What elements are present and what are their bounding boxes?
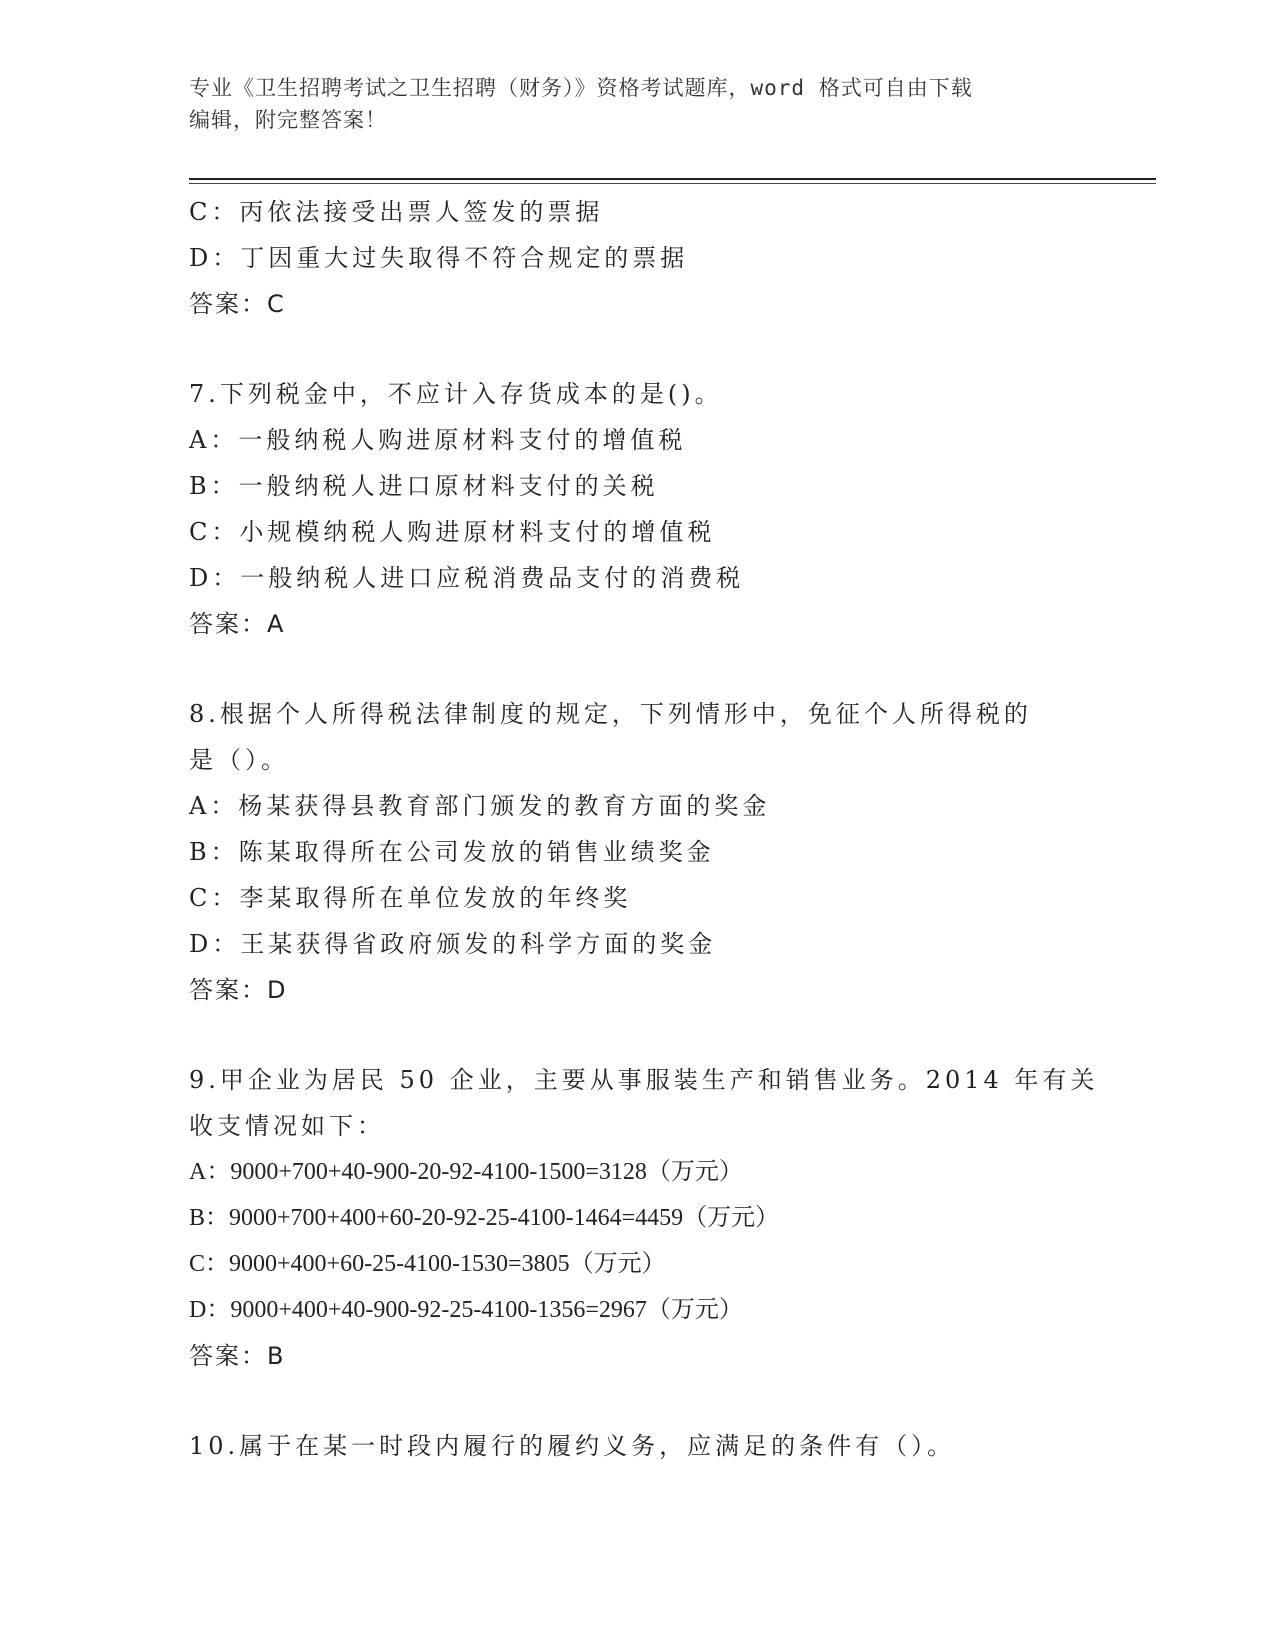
- question-8: [189, 691, 1089, 1013]
- spacer: [189, 1379, 1089, 1423]
- question-10: [189, 1423, 1089, 1469]
- option-d: D：9000+400+40-900-92-25-4100-1356=2967（万元）: [189, 1297, 743, 1323]
- option-d: D：一般纳税人进口应税消费品支付的消费税: [189, 564, 745, 592]
- option-b: B：一般纳税人进口原材料支付的关税: [189, 472, 659, 500]
- spacer: [189, 327, 1089, 371]
- answer-text: 答案：A: [189, 610, 286, 638]
- question-text-line-2: 是（）。: [189, 746, 289, 774]
- option-d: D：丁因重大过失取得不符合规定的票据: [189, 244, 689, 272]
- question-list: [189, 189, 1099, 1469]
- answer-text: 答案：C: [189, 290, 286, 318]
- option-a: A：一般纳税人购进原材料支付的增值税: [189, 426, 687, 454]
- header-divider-thick: [189, 178, 1156, 180]
- option-d: D：王某获得省政府颁发的科学方面的奖金: [189, 930, 717, 958]
- document-header: [189, 72, 1089, 136]
- header-line-1: 专业《卫生招聘考试之卫生招聘（财务）》资格考试题库，word 格式可自由下载: [189, 76, 973, 100]
- option-c: C：李某取得所在单位发放的年终奖: [189, 884, 632, 912]
- question-7: [189, 371, 1089, 647]
- spacer: [189, 647, 1089, 691]
- answer-text: 答案：B: [189, 1342, 286, 1370]
- answer-text: 答案：D: [189, 976, 288, 1004]
- question-text: 10.属于在某一时段内履行的履约义务，应满足的条件有（）。: [189, 1432, 956, 1460]
- option-b: B：陈某取得所在公司发放的销售业绩奖金: [189, 838, 715, 866]
- question-text-line-1: 9.甲企业为居民 50 企业，主要从事服装生产和销售业务。2014 年有关: [189, 1066, 1099, 1094]
- option-b: B：9000+700+400+60-20-92-25-4100-1464=4459（万元）: [189, 1205, 780, 1231]
- question-9: [189, 1057, 1099, 1379]
- question-text: 7.下列税金中，不应计入存货成本的是()。: [189, 380, 723, 408]
- question-text-line-1: 8.根据个人所得税法律制度的规定，下列情形中，免征个人所得税的: [189, 700, 1032, 728]
- option-c: C：9000+400+60-25-4100-1530=3805（万元）: [189, 1251, 666, 1277]
- option-a: A：9000+700+40-900-20-92-4100-1500=3128（万元）: [189, 1159, 743, 1185]
- option-c: C：小规模纳税人购进原材料支付的增值税: [189, 518, 716, 546]
- option-a: A：杨某获得县教育部门颁发的教育方面的奖金: [189, 792, 771, 820]
- spacer: [189, 1013, 1089, 1057]
- question-text-line-2: 收支情况如下：: [189, 1112, 385, 1140]
- header-divider-thin: [189, 183, 1156, 184]
- option-c: C：丙依法接受出票人签发的票据: [189, 198, 604, 226]
- question-6-tail: [189, 189, 1089, 327]
- header-line-2: 编辑，附完整答案！: [189, 108, 387, 132]
